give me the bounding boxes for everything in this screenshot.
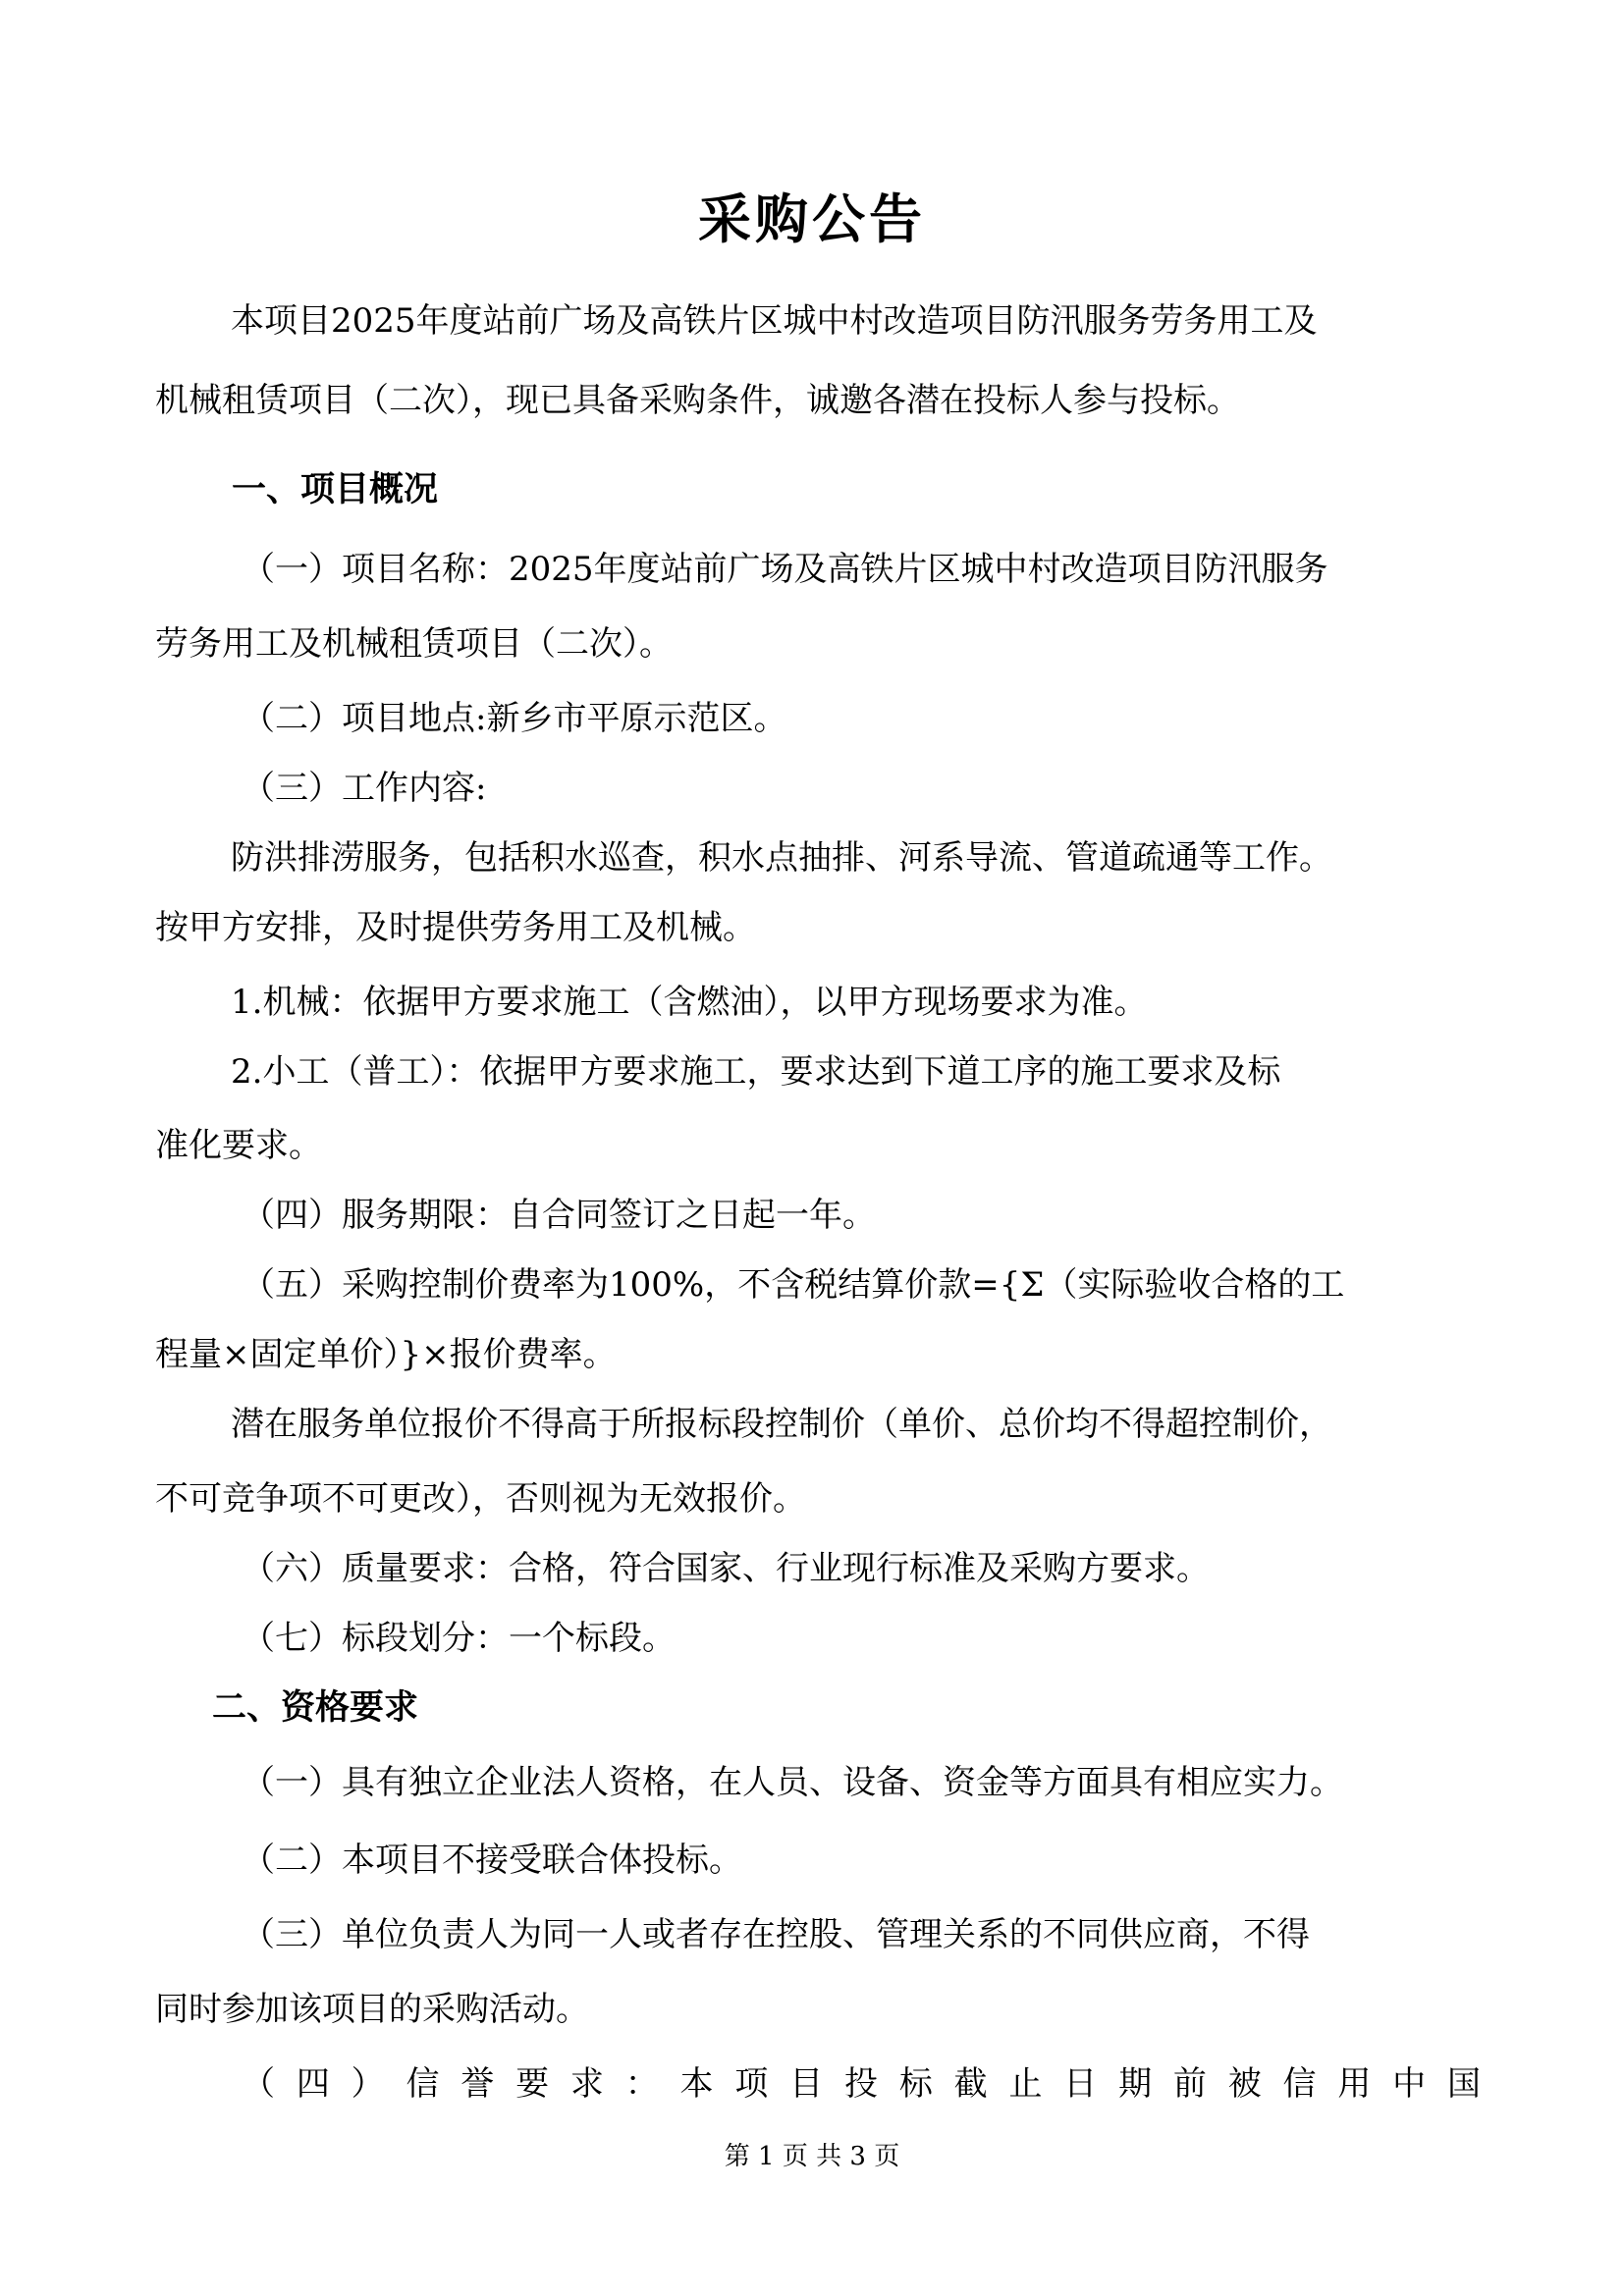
paragraph-line: （二）项目地点:新乡市平原示范区。 [242,699,787,738]
paragraph-line: （三）工作内容: [242,769,487,808]
paragraph-line: （七）标段划分：一个标段。 [242,1619,676,1658]
paragraph-line: 防洪排涝服务，包括积水巡查，积水点抽排、河系导流、管道疏通等工作。 [231,838,1332,878]
paragraph-line: （一）具有独立企业法人资格，在人员、设备、资金等方面具有相应实力。 [242,1763,1343,1802]
section-heading: 二、资格要求 [212,1688,419,1728]
paragraph-line: （四）信誉要求：本项目投标截止日期前被信用中国 [242,2064,1481,2104]
document-title: 采购公告 [698,187,926,250]
paragraph-line: （一）项目名称：2025年度站前广场及高铁片区城中村改造项目防汛服务 [242,550,1328,589]
paragraph-line: （二）本项目不接受联合体投标。 [242,1841,742,1880]
paragraph-line: 准化要求。 [155,1126,322,1165]
paragraph-line: 本项目2025年度站前广场及高铁片区城中村改造项目防汛服务劳务用工及 [231,301,1318,341]
paragraph-line: 2.小工（普工）：依据甲方要求施工，要求达到下道工序的施工要求及标 [231,1052,1281,1092]
paragraph-line: 不可竞争项不可更改），否则视为无效报价。 [155,1479,806,1519]
paragraph-line: 按甲方安排，及时提供劳务用工及机械。 [155,908,756,947]
paragraph-line: 劳务用工及机械租赁项目（二次）。 [155,624,673,664]
section-heading: 一、项目概况 [232,470,439,509]
paragraph-line: （五）采购控制价费率为100%，不含税结算价款={Σ（实际验收合格的工 [242,1265,1345,1305]
paragraph-line: （三）单位负责人为同一人或者存在控股、管理关系的不同供应商，不得 [242,1915,1310,1954]
paragraph-line: （六）质量要求：合格，符合国家、行业现行标准及采购方要求。 [242,1549,1210,1588]
paragraph-line: 1.机械：依据甲方要求施工（含燃油），以甲方现场要求为准。 [231,983,1148,1022]
paragraph-line: 程量×固定单价）}×报价费率。 [155,1335,617,1374]
paragraph-line: 同时参加该项目的采购活动。 [155,1990,589,2029]
page-number: 第 1 页 共 3 页 [724,2142,900,2171]
paragraph-line: 潜在服务单位报价不得高于所报标段控制价（单价、总价均不得超控制价， [231,1405,1332,1444]
paragraph-line: （四）服务期限：自合同签订之日起一年。 [242,1196,876,1235]
paragraph-line: 机械租赁项目（二次），现已具备采购条件，诚邀各潜在投标人参与投标。 [155,381,1240,420]
